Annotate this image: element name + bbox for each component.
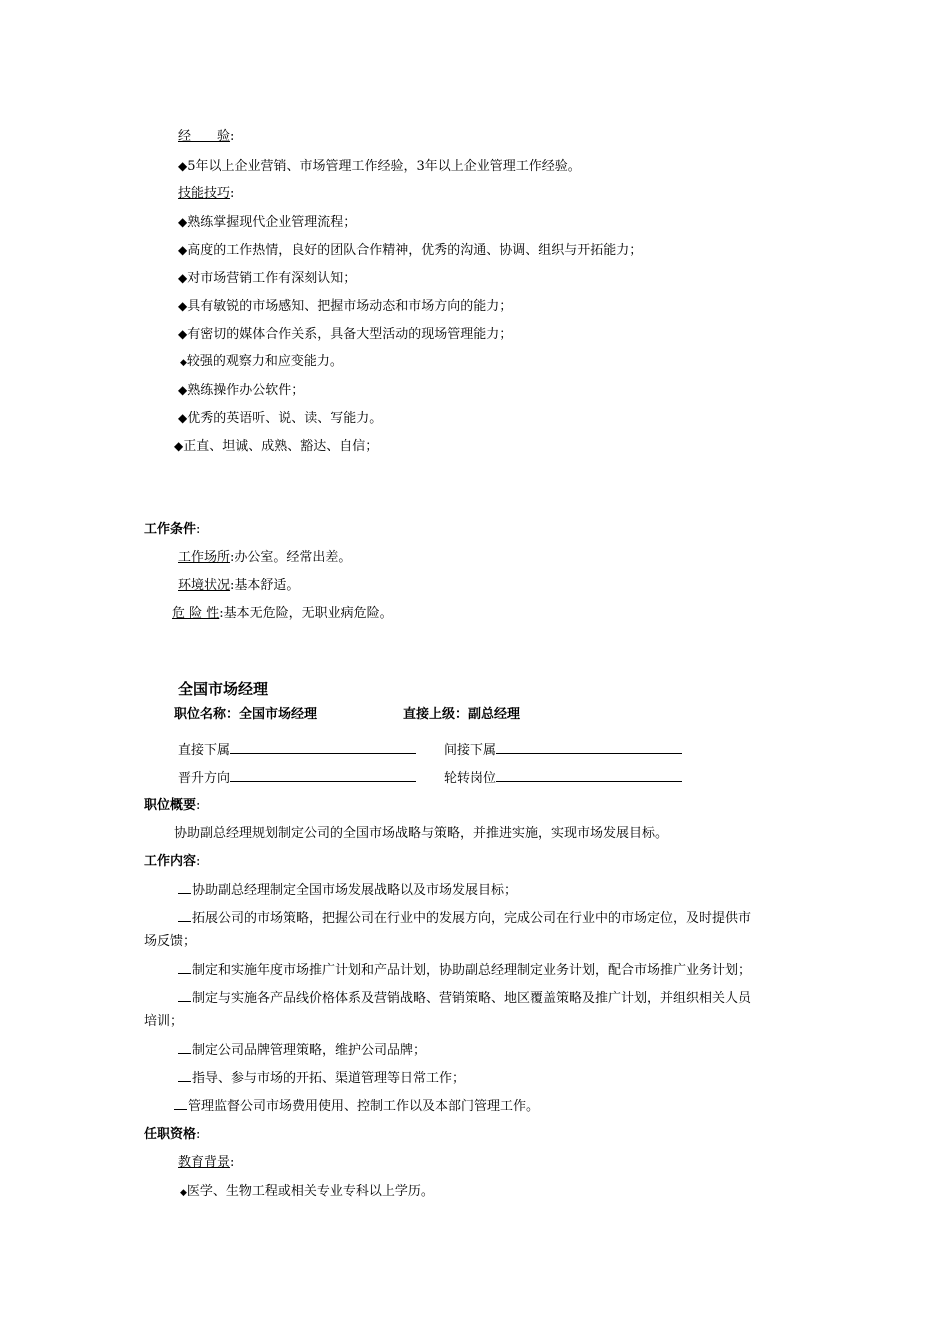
skill-item: ◆有密切的媒体合作关系，具备大型活动的现场管理能力； — [178, 327, 513, 342]
skill-item: ◆对市场营销工作有深刻认知； — [178, 271, 357, 286]
experience-item: ◆5年以上企业营销、市场管理工作经验，3年以上企业管理工作经验。 — [178, 159, 581, 174]
skill-item: ◆较强的观察力和应变能力。 — [180, 354, 343, 369]
rotation-field: 轮转岗位 — [444, 768, 682, 788]
direct-subordinate-field: 直接下属 — [178, 740, 416, 760]
summary-heading: 职位概要 — [144, 798, 197, 813]
duty-item: 制定公司品牌管理策略，维护公司品牌； — [178, 1041, 426, 1060]
indirect-subordinate-field: 间接下属 — [444, 740, 682, 760]
summary-text: 协助副总经理规划制定公司的全国市场战略与策略，并推进实施，实现市场发展目标。 — [174, 826, 669, 841]
education-label-line: 教育背景: — [178, 1155, 235, 1170]
skills-label-line: 技能技巧: — [178, 186, 235, 201]
experience-label-line: 经 验: — [178, 129, 235, 144]
education-label: 教育背景 — [178, 1155, 231, 1170]
dash-bullet-icon — [178, 1069, 191, 1082]
duty-item: 协助副总经理制定全国市场发展战略以及市场发展目标； — [178, 881, 517, 900]
duty-item-continued: 培训； — [144, 1014, 184, 1029]
condition-env: 环境状况:基本舒适。 — [178, 578, 300, 593]
dash-bullet-icon — [178, 961, 191, 974]
duties-heading-line: 工作内容: — [144, 854, 201, 869]
dash-bullet-icon — [178, 909, 191, 922]
duty-item: 制定和实施年度市场推广计划和产品计划，协助副总经理制定业务计划，配合市场推广业务计划； — [178, 961, 751, 980]
diamond-bullet-icon: ◆ — [178, 327, 188, 341]
duty-item-continued: 场反馈； — [144, 934, 197, 949]
skill-item: ◆优秀的英语听、说、读、写能力。 — [178, 411, 383, 426]
qualifications-heading: 任职资格 — [144, 1127, 197, 1142]
skills-label: 技能技巧 — [178, 186, 231, 201]
position-name-line: 职位名称：全国市场经理 — [174, 707, 318, 722]
position-superior-line: 直接上级：副总经理 — [403, 707, 521, 722]
position-title: 全国市场经理 — [178, 680, 269, 698]
condition-place: 工作场所:办公室。经常出差。 — [178, 550, 352, 565]
skill-item: ◆正直、坦诚、成熟、豁达、自信； — [174, 439, 379, 454]
promotion-field: 晋升方向 — [178, 768, 416, 788]
skill-item: ◆熟练掌握现代企业管理流程； — [178, 215, 357, 230]
duty-item: 拓展公司的市场策略，把握公司在行业中的发展方向，完成公司在行业中的市场定位，及时提供市 — [178, 909, 751, 928]
diamond-bullet-icon: ◆ — [178, 215, 188, 229]
duty-item: 指导、参与市场的开拓、渠道管理等日常工作； — [178, 1069, 465, 1088]
conditions-heading: 工作条件 — [144, 522, 197, 537]
diamond-bullet-icon: ◆ — [178, 271, 188, 285]
diamond-bullet-icon: ◆ — [178, 243, 188, 257]
conditions-heading-line: 工作条件: — [144, 522, 201, 537]
blank-line — [496, 768, 682, 782]
diamond-bullet-icon: ◆ — [180, 1188, 187, 1198]
condition-risk: 危 险 性:基本无危险，无职业病危险。 — [172, 606, 393, 621]
blank-line — [230, 740, 416, 754]
skill-item: ◆熟练操作办公软件； — [178, 383, 305, 398]
diamond-bullet-icon: ◆ — [174, 439, 184, 453]
diamond-bullet-icon: ◆ — [178, 159, 188, 173]
diamond-bullet-icon: ◆ — [178, 411, 188, 425]
summary-heading-line: 职位概要: — [144, 798, 201, 813]
education-item: ◆医学、生物工程或相关专业专科以上学历。 — [180, 1184, 434, 1199]
diamond-bullet-icon: ◆ — [178, 299, 188, 313]
qualifications-heading-line: 任职资格: — [144, 1127, 201, 1142]
diamond-bullet-icon: ◆ — [180, 358, 187, 368]
duty-item: 管理监督公司市场费用使用、控制工作以及本部门管理工作。 — [174, 1097, 539, 1116]
dash-bullet-icon — [178, 881, 191, 894]
dash-bullet-icon — [178, 1041, 191, 1054]
experience-label: 经 验 — [178, 129, 231, 144]
diamond-bullet-icon: ◆ — [178, 383, 188, 397]
duties-heading: 工作内容 — [144, 854, 197, 869]
blank-line — [496, 740, 682, 754]
dash-bullet-icon — [178, 989, 191, 1002]
blank-line — [230, 768, 416, 782]
skill-item: ◆高度的工作热情，良好的团队合作精神，优秀的沟通、协调、组织与开拓能力； — [178, 243, 643, 258]
duty-item: 制定与实施各产品线价格体系及营销战略、营销策略、地区覆盖策略及推广计划，并组织相关人员 — [178, 989, 751, 1008]
dash-bullet-icon — [174, 1097, 187, 1110]
skill-item: ◆具有敏锐的市场感知、把握市场动态和市场方向的能力； — [178, 299, 513, 314]
